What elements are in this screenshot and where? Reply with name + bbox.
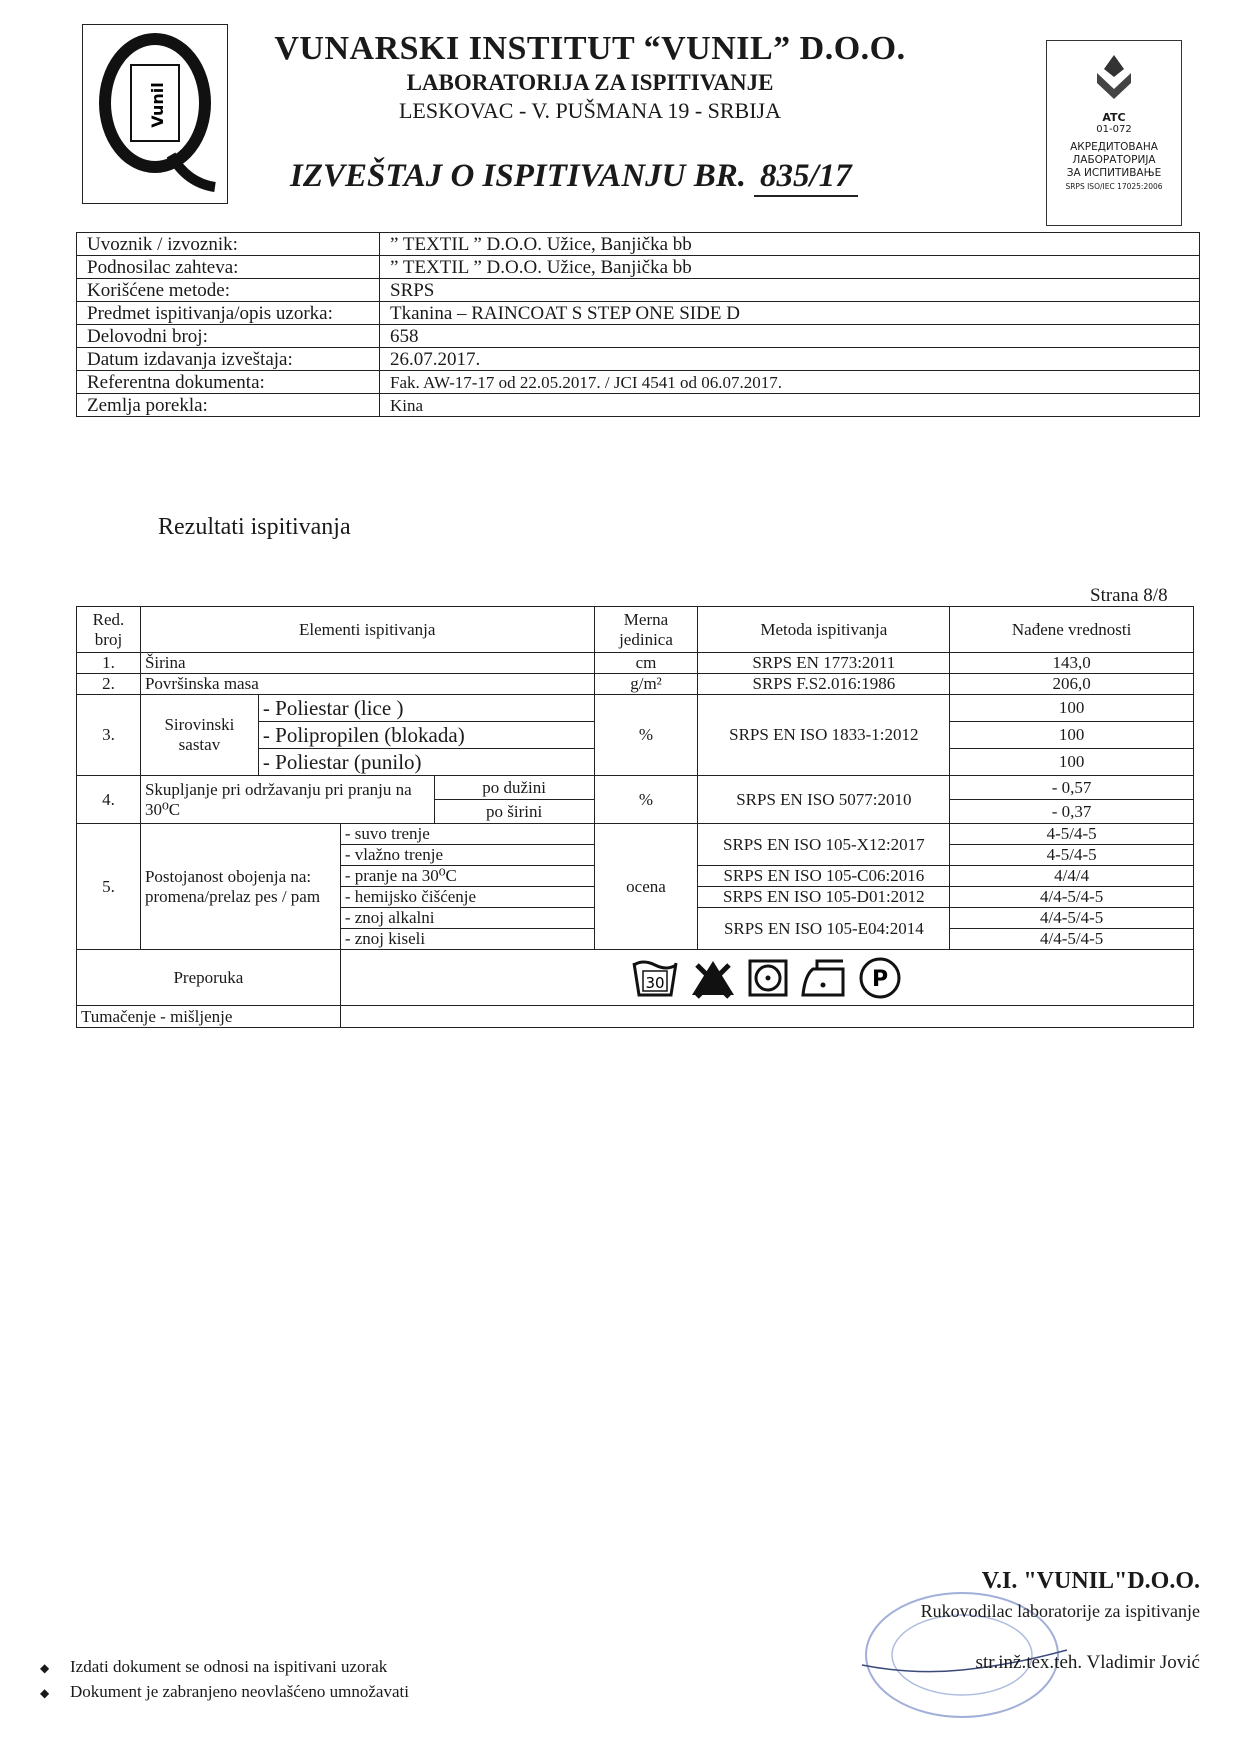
footer-note: ◆ Dokument je zabranjeno neovlašćeno umnožavati (40, 1680, 409, 1705)
care-symbols (345, 955, 1189, 1001)
row-method: SRPS EN ISO 105-E04:2014 (698, 908, 950, 950)
row-value: 100 (950, 695, 1194, 722)
info-label: Datum izdavanja izveštaja: (77, 348, 380, 371)
header-unit: Merna jedinica (594, 607, 698, 653)
footer-notes (40, 1655, 409, 1705)
atc-standard: SRPS ISO/IEC 17025:2006 (1065, 182, 1163, 191)
row-sub: - vlažno trenje (340, 845, 594, 866)
report-title (290, 158, 858, 197)
diamond-bullet-icon: ◆ (40, 1686, 50, 1700)
svg-text:30: 30 (645, 973, 665, 992)
info-value: Tkanina – RAINCOAT S STEP ONE SIDE D (380, 302, 1200, 325)
row-no: 3. (77, 695, 141, 776)
accreditation-badge (1046, 40, 1182, 226)
row-value: 4/4-5/4-5 (950, 908, 1194, 929)
interpretation-row (77, 1006, 1194, 1028)
info-row (77, 256, 1200, 279)
interpretation-value (340, 1006, 1193, 1028)
row-sub: - znoj kiseli (340, 929, 594, 950)
table-row (77, 776, 1194, 800)
header-value: Nađene vrednosti (950, 607, 1194, 653)
info-label: Referentna dokumenta: (77, 371, 380, 394)
info-row (77, 371, 1200, 394)
info-value: SRPS (380, 279, 1200, 302)
row-sub: - suvo trenje (340, 824, 594, 845)
info-row (77, 233, 1200, 256)
header-element: Elementi ispitivanja (140, 607, 594, 653)
info-label: Uvoznik / izvoznik: (77, 233, 380, 256)
diamond-bullet-icon: ◆ (40, 1661, 50, 1675)
signature-block (880, 1568, 1200, 1674)
vunil-q-logo-icon (83, 25, 227, 203)
signature-name: str.inž.tex.teh. Vladimir Jović (975, 1652, 1200, 1673)
footer-note: ◆ Izdati dokument se odnosi na ispitivani uzorak (40, 1655, 409, 1680)
row-method: SRPS F.S2.016:1986 (698, 674, 950, 695)
results-header-row (77, 607, 1194, 653)
info-value: Kina (380, 394, 1200, 417)
signature-role: Rukovodilac laboratorije za ispitivanje (920, 1601, 1200, 1621)
table-row (77, 653, 1194, 674)
row-method: SRPS EN ISO 105-D01:2012 (698, 887, 950, 908)
atc-brand: ATC (1102, 111, 1126, 124)
row-sub: po širini (434, 800, 594, 824)
care-symbols-cell (340, 950, 1193, 1006)
row-sub: - Poliestar (punilo) (258, 749, 594, 776)
header-no: Red. broj (77, 607, 141, 653)
wash-30-icon (631, 957, 679, 999)
table-row (77, 824, 1194, 845)
signature-org: V.I. "VUNIL"D.O.O. (981, 1568, 1200, 1594)
info-value: ” TEXTIL ” D.O.O. Užice, Banjička bb (380, 256, 1200, 279)
row-method: SRPS EN ISO 1833-1:2012 (698, 695, 950, 776)
row-value: 4-5/4-5 (950, 824, 1194, 845)
atc-line-2: ЛАБОРАТОРИЈА (1072, 154, 1156, 166)
row-no: 4. (77, 776, 141, 824)
table-row (77, 674, 1194, 695)
row-element: Sirovinski sastav (140, 695, 258, 776)
row-element: Površinska masa (140, 674, 594, 695)
atc-mark-icon (1089, 51, 1139, 107)
letterhead (260, 30, 920, 124)
row-sub: - Poliestar (lice ) (258, 695, 594, 722)
row-value: 4/4-5/4-5 (950, 887, 1194, 908)
row-value: 100 (950, 722, 1194, 749)
logo-text: Vunil (148, 82, 167, 128)
report-number: 835/17 (754, 158, 858, 197)
report-prefix: IZVEŠTAJ O ISPITIVANJU BR. (290, 158, 747, 194)
institute-name: VUNARSKI INSTITUT “VUNIL” D.O.O. (274, 30, 906, 67)
no-bleach-icon (689, 957, 737, 999)
row-unit: cm (594, 653, 698, 674)
tumble-dry-icon (747, 957, 789, 999)
info-row (77, 279, 1200, 302)
page-number: Strana 8/8 (1090, 585, 1168, 606)
row-element: Skupljanje pri održavanju pri pranju na 30⁰C (140, 776, 434, 824)
row-sub: po dužini (434, 776, 594, 800)
row-element: Postojanost obojenja na: promena/prelaz pes / pam (140, 824, 340, 950)
row-sub: - znoj alkalni (340, 908, 594, 929)
row-value: - 0,57 (950, 776, 1194, 800)
info-row (77, 394, 1200, 417)
row-no: 1. (77, 653, 141, 674)
lab-address: LESKOVAC - V. PUŠMANA 19 - SRBIJA (398, 98, 782, 123)
atc-code: 01-072 (1096, 124, 1132, 135)
row-unit: g/m² (594, 674, 698, 695)
info-label: Podnosilac zahteva: (77, 256, 380, 279)
atc-line-3: ЗА ИСПИТИВАЊЕ (1066, 167, 1162, 179)
recommendation-row (77, 950, 1194, 1006)
row-unit: % (594, 776, 698, 824)
row-value: 206,0 (950, 674, 1194, 695)
info-value: 26.07.2017. (380, 348, 1200, 371)
info-row (77, 348, 1200, 371)
info-value: 658 (380, 325, 1200, 348)
svg-text:P: P (871, 966, 888, 992)
row-method: SRPS EN ISO 105-X12:2017 (698, 824, 950, 866)
row-unit: % (594, 695, 698, 776)
interpretation-label: Tumačenje - mišljenje (77, 1006, 341, 1028)
institute-logo (82, 24, 228, 204)
row-value: 4-5/4-5 (950, 845, 1194, 866)
info-value: ” TEXTIL ” D.O.O. Užice, Banjička bb (380, 233, 1200, 256)
row-value: - 0,37 (950, 800, 1194, 824)
row-sub: - pranje na 30⁰C (340, 866, 594, 887)
row-sub: - hemijsko čišćenje (340, 887, 594, 908)
info-row (77, 325, 1200, 348)
report-info-table (76, 232, 1200, 417)
row-value: 4/4-5/4-5 (950, 929, 1194, 950)
atc-line-1: АКРЕДИТОВАНА (1070, 141, 1158, 153)
dry-clean-p-icon (857, 955, 903, 1001)
header-method: Metoda ispitivanja (698, 607, 950, 653)
row-method: SRPS EN 1773:2011 (698, 653, 950, 674)
info-label: Korišćene metode: (77, 279, 380, 302)
iron-low-icon (799, 957, 847, 999)
info-label: Zemlja porekla: (77, 394, 380, 417)
info-row (77, 302, 1200, 325)
recommendation-label: Preporuka (77, 950, 341, 1006)
info-label: Delovodni broj: (77, 325, 380, 348)
info-label: Predmet ispitivanja/opis uzorka: (77, 302, 380, 325)
row-method: SRPS EN ISO 5077:2010 (698, 776, 950, 824)
row-sub: - Polipropilen (blokada) (258, 722, 594, 749)
table-row (77, 695, 1194, 722)
row-value: 100 (950, 749, 1194, 776)
row-unit: ocena (594, 824, 698, 950)
row-value: 4/4/4 (950, 866, 1194, 887)
results-table (76, 606, 1194, 1028)
row-no: 2. (77, 674, 141, 695)
row-value: 143,0 (950, 653, 1194, 674)
row-method: SRPS EN ISO 105-C06:2016 (698, 866, 950, 887)
lab-name: LABORATORIJA ZA ISPITIVANJE (406, 70, 774, 95)
info-value: Fak. AW-17-17 od 22.05.2017. / JCI 4541 od 06.07.2017. (380, 371, 1200, 394)
results-title: Rezultati ispitivanja (158, 514, 351, 540)
row-no: 5. (77, 824, 141, 950)
row-element: Širina (140, 653, 594, 674)
